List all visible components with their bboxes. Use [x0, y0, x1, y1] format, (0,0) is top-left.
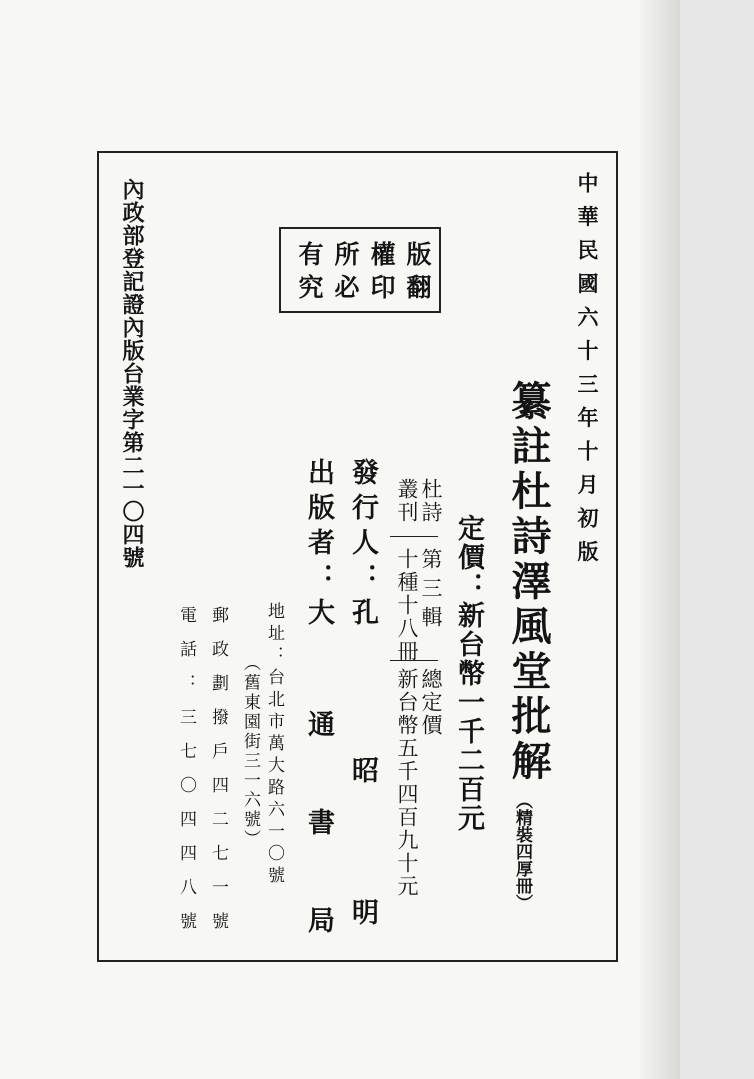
series-divider-2 [390, 660, 438, 661]
old-address: （舊東園街三一六號） [240, 654, 260, 849]
postal-account: 郵政劃撥戶四二七一號 [208, 606, 228, 946]
series-total-value: 新台幣五千四百九十元 [395, 668, 419, 898]
publisher-person-name-1: 昭 [347, 756, 378, 783]
series-name-bottom: 叢刊 [395, 478, 419, 524]
book-title: 纂註杜詩澤風堂批解 [505, 380, 552, 785]
copyright-col-3: 所必 [331, 241, 360, 307]
series-divider-1 [390, 536, 438, 537]
publisher-person-name-2: 明 [347, 898, 378, 925]
publisher-label: 出版者：大 [303, 458, 334, 633]
series-volume: 第三輯 [419, 548, 443, 635]
phone: 電話：三七〇四四八號 [176, 606, 196, 946]
copyright-col-4: 有究 [295, 241, 324, 307]
binding-note: （精裝四厚冊） [512, 792, 532, 911]
series-total-label: 總定價 [419, 668, 443, 737]
address: 地址：台北市萬大路六一〇號 [264, 602, 284, 888]
publisher-name-3: 局 [303, 906, 334, 933]
copyright-box [279, 227, 441, 313]
series-name-top: 杜詩 [419, 478, 443, 524]
publisher-name-2: 書 [303, 808, 334, 835]
copyright-col-2: 權印 [367, 241, 396, 307]
publisher-name-1: 通 [303, 710, 334, 737]
series-count: 十種十八冊 [395, 548, 419, 663]
copyright-col-1: 版翻 [403, 241, 432, 307]
edition-date: 中華民國六十三年十月初版 [575, 172, 600, 574]
scan-edge-shadow [640, 0, 680, 1079]
registration-number: 內政部登記證內版台業字第二一〇四號 [119, 178, 145, 569]
price: 定價：新台幣一千二百元 [453, 514, 484, 833]
publisher-person-label: 發行人：孔 [347, 458, 378, 633]
